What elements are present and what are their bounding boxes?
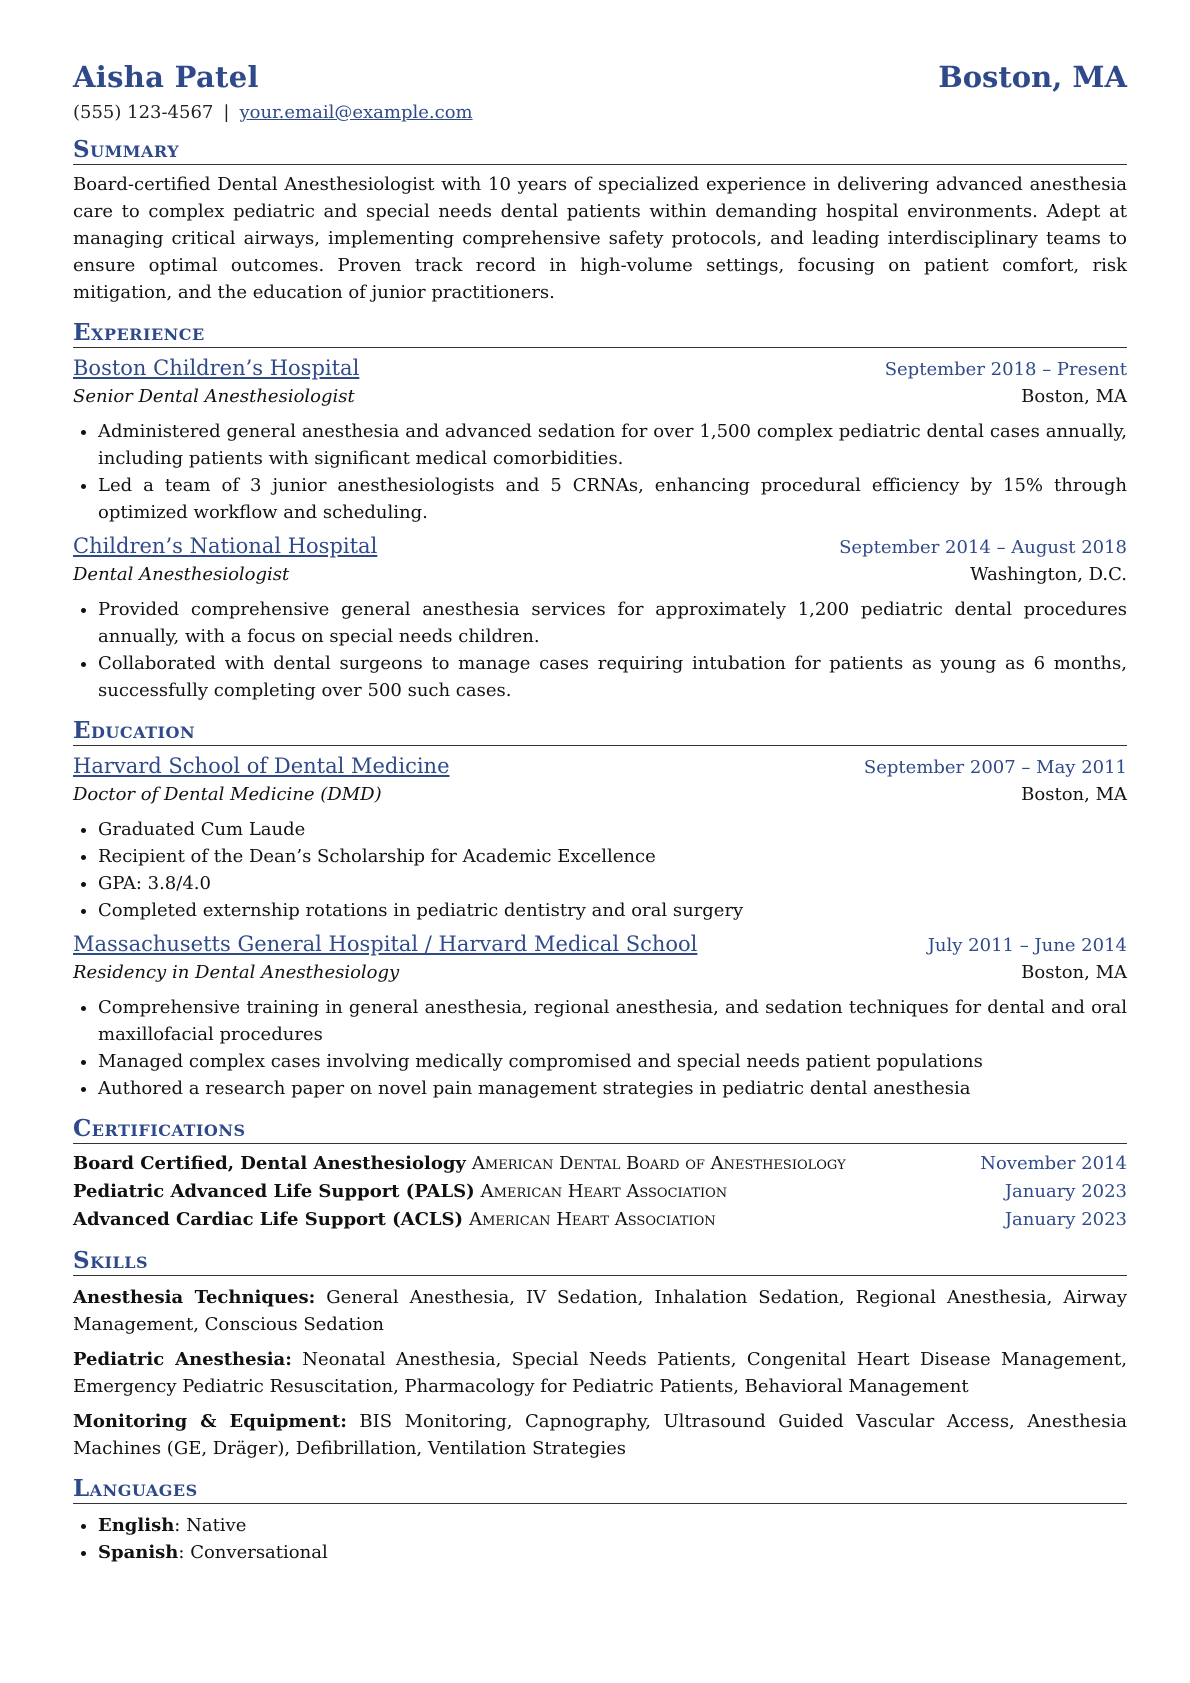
degree-title: Doctor of Dental Medicine (DMD): [73, 784, 382, 805]
email-link[interactable]: your.email@example.com: [239, 102, 473, 123]
section-title-summary: Summary: [73, 137, 1127, 165]
skill-group: [73, 1408, 1127, 1462]
contact-separator: |: [223, 102, 230, 123]
language-item: [98, 1539, 1127, 1566]
summary-text: Board-certified Dental Anesthesiologist with 10 years of specialized experience in delivering advanced anesthesia care to complex pediatric and special needs dental patients within demanding hospital environments. Adept at managing critical airways, implementing comprehensive safety protocols, and leading interdisciplinary teams to ensure optimal outcomes. Proven track record in high-volume settings, focusing on patient comfort, risk mitigation, and the education of junior practitioners.: [73, 174, 1127, 303]
entry-dates: September 2014 – August 2018: [839, 537, 1127, 558]
bullet-item: • Managed complex cases involving medically compromised and special needs patient populations: [98, 1048, 1127, 1075]
section-title-languages: Languages: [73, 1476, 1127, 1504]
language-item: [98, 1512, 1127, 1539]
bullet-list: [73, 596, 1127, 704]
bullet-item: • Led a team of 3 junior anesthesiologists and 5 CRNAs, enhancing procedural efficiency by 15% through optimized workflow and scheduling.: [98, 472, 1127, 526]
certification-row: [73, 1150, 1127, 1178]
entry-place: Boston, MA: [1021, 962, 1127, 983]
certification-name: Board Certified, Dental Anesthesiology: [73, 1153, 466, 1174]
skill-text: BIS Monitoring, Capnography, Ultrasound Guided Vascular Access, Anesthesia Machines (GE, Dräger), Defibrillation, Ventilation Strategies: [73, 1411, 1127, 1459]
institution-link[interactable]: Massachusetts General Hospital / Harvard Medical School: [73, 932, 698, 956]
bullet-item: • Completed externship rotations in pediatric dentistry and oral surgery: [98, 897, 1127, 924]
header: [73, 60, 1127, 94]
entry-place: Washington, D.C.: [970, 564, 1127, 585]
language-level: : Native: [174, 1515, 247, 1536]
bullet-item: • Collaborated with dental surgeons to manage cases requiring intubation for patients as young as 6 months, successfully completing over 500 such cases.: [98, 650, 1127, 704]
entry-dates: July 2011 – June 2014: [927, 935, 1127, 956]
skill-group: [73, 1284, 1127, 1338]
bullet-list: [73, 994, 1127, 1102]
bullet-item: • Recipient of the Dean’s Scholarship for Academic Excellence: [98, 843, 1127, 870]
language-list: [73, 1512, 1127, 1566]
skill-label: Monitoring & Equipment:: [73, 1411, 347, 1432]
bullet-list: [73, 816, 1127, 924]
contact-line: [73, 102, 1127, 123]
certification-issuer: American Dental Board of Anesthesiology: [471, 1153, 846, 1174]
degree-title: Residency in Dental Anesthesiology: [73, 962, 400, 983]
entry-dates: September 2007 – May 2011: [863, 757, 1127, 778]
bullet-item: • Authored a research paper on novel pain management strategies in pediatric dental anesthesia: [98, 1075, 1127, 1102]
section-title-experience: Experience: [73, 320, 1127, 348]
candidate-location: Boston, MA: [938, 60, 1127, 94]
experience-entry: [73, 533, 1127, 704]
candidate-name: Aisha Patel: [73, 60, 259, 94]
certification-date: January 2023: [1004, 1209, 1127, 1230]
resume-page: [73, 60, 1127, 1566]
section-title-skills: Skills: [73, 1248, 1127, 1276]
language-name: English: [98, 1515, 175, 1536]
certification-issuer: American Heart Association: [480, 1181, 728, 1202]
phone: (555) 123-4567: [73, 102, 214, 123]
entry-place: Boston, MA: [1021, 386, 1127, 407]
entry-place: Boston, MA: [1021, 784, 1127, 805]
section-title-certifications: Certifications: [73, 1116, 1127, 1144]
language-name: Spanish: [98, 1542, 179, 1563]
bullet-list: [73, 418, 1127, 526]
bullet-item: • Provided comprehensive general anesthesia services for approximately 1,200 pediatric dental procedures annually, with a focus on special needs children.: [98, 596, 1127, 650]
institution-link[interactable]: Harvard School of Dental Medicine: [73, 754, 450, 778]
job-title: Senior Dental Anesthesiologist: [73, 386, 355, 407]
skill-group: [73, 1346, 1127, 1400]
bullet-item: • GPA: 3.8/4.0: [98, 870, 1127, 897]
entry-dates: September 2018 – Present: [884, 359, 1127, 380]
bullet-item: • Comprehensive training in general anesthesia, regional anesthesia, and sedation techniques for dental and oral maxillofacial procedures: [98, 994, 1127, 1048]
certification-name: Pediatric Advanced Life Support (PALS): [73, 1181, 475, 1202]
skill-label: Anesthesia Techniques:: [73, 1287, 316, 1308]
skill-text: Neonatal Anesthesia, Special Needs Patients, Congenital Heart Disease Management, Emergency Pediatric Resuscitation, Pharmacology for Pediatric Patients, Behavioral Management: [73, 1349, 1127, 1397]
certification-list: [73, 1150, 1127, 1234]
job-title: Dental Anesthesiologist: [73, 564, 290, 585]
certification-date: November 2014: [980, 1153, 1127, 1174]
employer-link[interactable]: Children’s National Hospital: [73, 534, 378, 558]
bullet-item: • Graduated Cum Laude: [98, 816, 1127, 843]
language-level: : Conversational: [178, 1542, 328, 1563]
skill-label: Pediatric Anesthesia:: [73, 1349, 292, 1370]
certification-row: [73, 1178, 1127, 1206]
experience-entry: [73, 355, 1127, 526]
employer-link[interactable]: Boston Children’s Hospital: [73, 356, 360, 380]
education-entry: [73, 753, 1127, 924]
certification-date: January 2023: [1004, 1181, 1127, 1202]
certification-row: [73, 1206, 1127, 1234]
bullet-item: • Administered general anesthesia and advanced sedation for over 1,500 complex pediatric dental cases annually, including patients with significant medical comorbidities.: [98, 418, 1127, 472]
certification-name: Advanced Cardiac Life Support (ACLS): [73, 1209, 464, 1230]
skill-text: General Anesthesia, IV Sedation, Inhalation Sedation, Regional Anesthesia, Airway Management, Conscious Sedation: [73, 1287, 1127, 1335]
certification-issuer: American Heart Association: [469, 1209, 716, 1230]
education-entry: [73, 931, 1127, 1102]
section-title-education: Education: [73, 718, 1127, 746]
